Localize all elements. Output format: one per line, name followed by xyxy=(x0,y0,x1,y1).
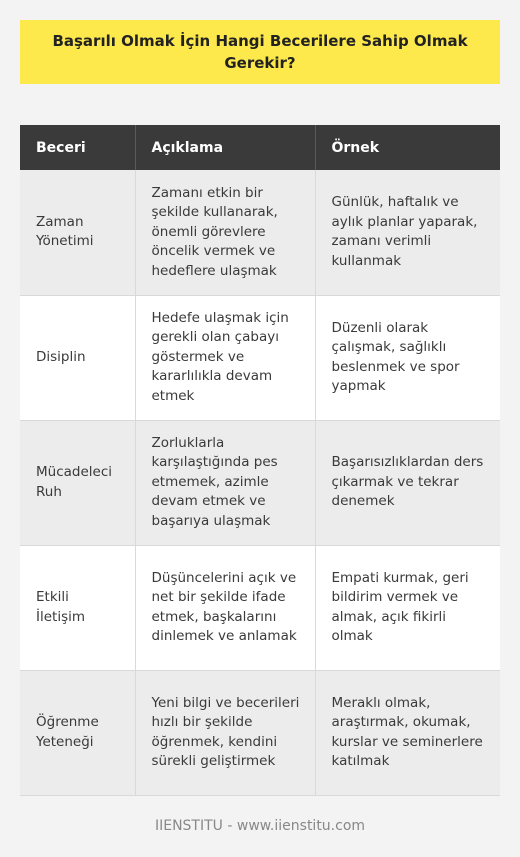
table-row xyxy=(20,295,500,420)
cell-description: Zamanı etkin bir şekilde kullanarak, önemli görevlere öncelik vermek ve hedeflere ulaşmak xyxy=(135,170,315,295)
page-title: Başarılı Olmak İçin Hangi Becerilere Sahip Olmak Gerekir? xyxy=(20,20,500,84)
header-skill: Beceri xyxy=(20,125,135,170)
cell-description: Yeni bilgi ve becerileri hızlı bir şekilde öğrenmek, kendini sürekli geliştirmek xyxy=(135,670,315,795)
table-row xyxy=(20,420,500,545)
cell-description: Zorluklarla karşılaştığında pes etmemek, azimle devam etmek ve başarıya ulaşmak xyxy=(135,420,315,545)
cell-skill: Etkili İletişim xyxy=(20,545,135,670)
skills-table xyxy=(20,125,500,796)
table-header-row xyxy=(20,125,500,170)
cell-example: Empati kurmak, geri bildirim vermek ve almak, açık fikirli olmak xyxy=(315,545,500,670)
table-row xyxy=(20,170,500,295)
cell-skill: Öğrenme Yeteneği xyxy=(20,670,135,795)
cell-description: Düşüncelerini açık ve net bir şekilde ifade etmek, başkalarını dinlemek ve anlamak xyxy=(135,545,315,670)
header-description: Açıklama xyxy=(135,125,315,170)
cell-description: Hedefe ulaşmak için gerekli olan çabayı göstermek ve kararlılıkla devam etmek xyxy=(135,295,315,420)
cell-skill: Disiplin xyxy=(20,295,135,420)
cell-example: Başarısızlıklardan ders çıkarmak ve tekrar denemek xyxy=(315,420,500,545)
header-example: Örnek xyxy=(315,125,500,170)
cell-example: Düzenli olarak çalışmak, sağlıklı beslenmek ve spor yapmak xyxy=(315,295,500,420)
cell-example: Meraklı olmak, araştırmak, okumak, kurslar ve seminerlere katılmak xyxy=(315,670,500,795)
cell-example: Günlük, haftalık ve aylık planlar yaparak, zamanı verimli kullanmak xyxy=(315,170,500,295)
footer-credit: IIENSTITU - www.iienstitu.com xyxy=(154,818,366,834)
cell-skill: Mücadeleci Ruh xyxy=(20,420,135,545)
cell-skill: Zaman Yönetimi xyxy=(20,170,135,295)
table-row xyxy=(20,545,500,670)
table-row xyxy=(20,670,500,795)
